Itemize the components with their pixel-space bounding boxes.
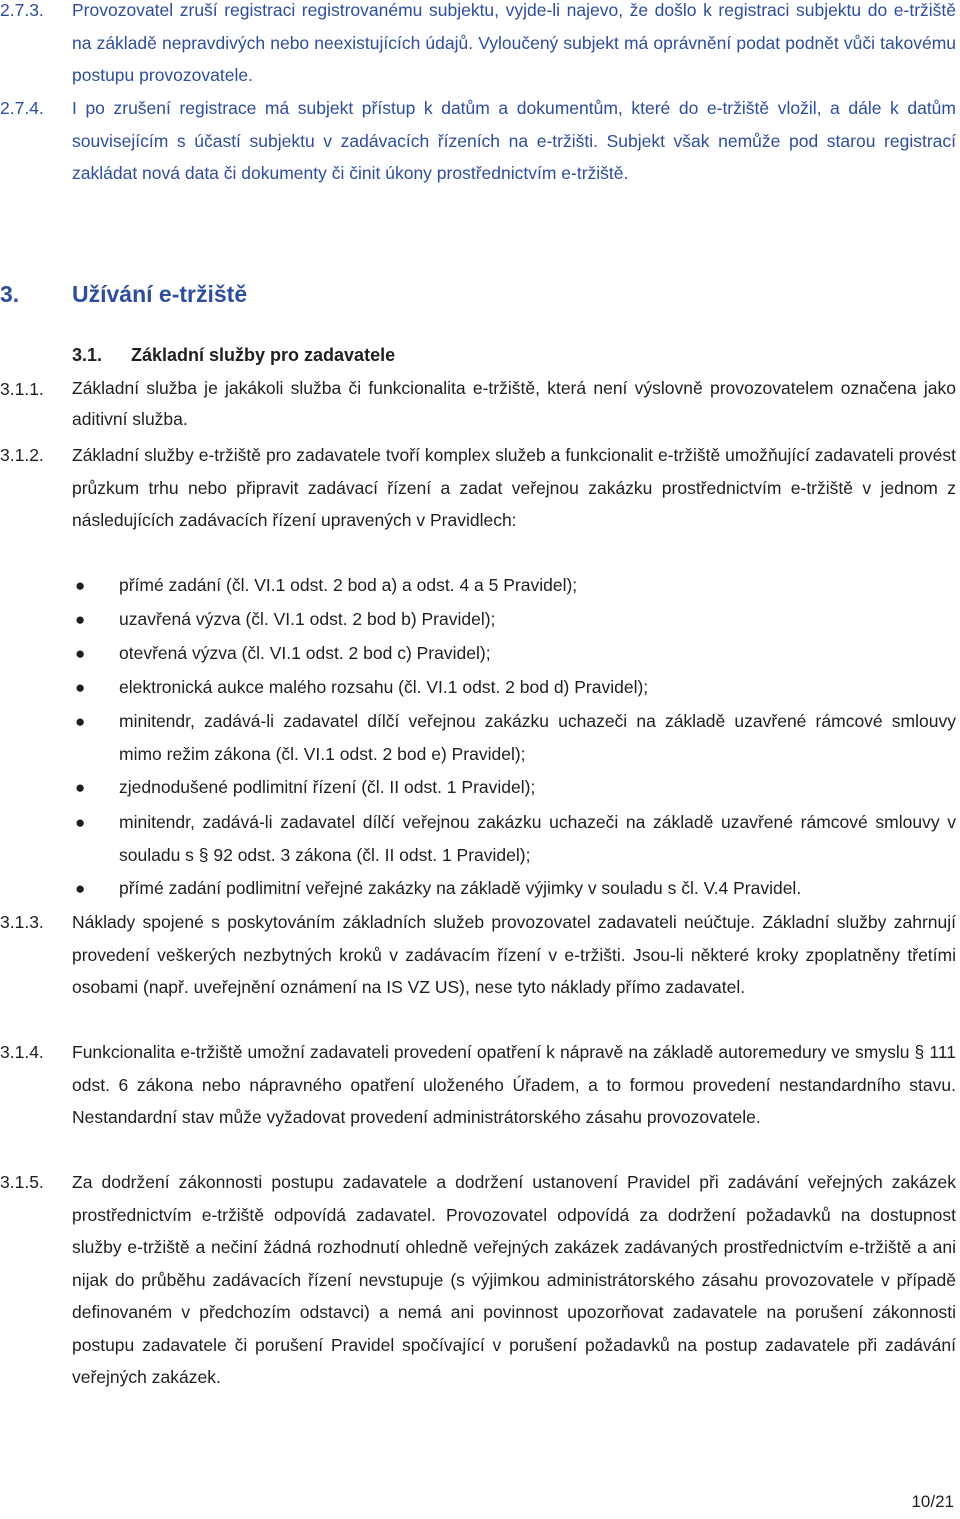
bullet-icon: ● [75,778,86,797]
subheading-title: Základní služby pro zadavatele [131,345,396,365]
section-text: Základní služby e-tržiště pro zadavatele tvoří komplex služeb a funkcionalit e-tržiště umožňující zadavateli provést průzkum trhu nebo připravit zadávací řízení a zadat veřejnou zakázku prostřednictvím e-tržiště v jednom z následujících zadávacích řízení upravených v Pravidlech: [72,445,956,530]
section-number: 3.1.1. [0,379,44,399]
bullet-icon: ● [75,610,86,629]
bullet-icon: ● [75,813,86,832]
list-item-text: otevřená výzva (čl. VI.1 odst. 2 bod c) Pravidel); [119,643,491,663]
list-item-text: uzavřená výzva (čl. VI.1 odst. 2 bod b) Pravidel); [119,609,496,629]
list-item-text: elektronická aukce malého rozsahu (čl. VI.1 odst. 2 bod d) Pravidel); [119,677,649,697]
section-number: 2.7.4. [0,98,44,118]
section-number: 2.7.3. [0,0,44,20]
bullet-icon: ● [75,678,86,697]
list-item-text: zjednodušené podlimitní řízení (čl. II odst. 1 Pravidel); [119,777,536,797]
section-text: Náklady spojené s poskytováním základních služeb provozovatel zadavateli neúčtuje. Základní služby zahrnují provedení veškerých nezbytných kroků v zadávacím řízení v e-tržišti. Jsou-li některé kroky zpoplatněny třetími osobami (např. uveřejnění oznámení na IS VZ US), nese tyto náklady přímo zadavatel. [72,912,956,997]
heading-number: 3. [0,281,20,307]
list-item-text: přímé zadání (čl. VI.1 odst. 2 bod a) a odst. 4 a 5 Pravidel); [119,575,578,595]
section-text: Funkcionalita e-tržiště umožní zadavateli provedení opatření k nápravě na základě autoremedury ve smyslu § 111 odst. 6 zákona nebo nápravného opatření uloženého Úřadem, a to formou provedení nestandardního stavu. Nestandardní stav může vyžadovat provedení administrátorského zásahu provozovatele. [72,1042,956,1127]
list-item-text: minitendr, zadává-li zadavatel dílčí veřejnou zakázku uchazeči na základě uzavřené rámcové smlouvy v souladu s § 92 odst. 3 zákona (čl. II odst. 1 Pravidel); [119,812,956,865]
heading-title: Užívání e-tržiště [72,281,248,307]
subheading-number: 3.1. [72,345,103,365]
list-item-text: minitendr, zadává-li zadavatel dílčí veřejnou zakázku uchazeči na základě uzavřené rámcové smlouvy mimo režim zákona (čl. VI.1 odst. 2 bod e) Pravidel); [119,711,956,764]
section-text: Provozovatel zruší registraci registrovanému subjektu, vyjde-li najevo, že došlo k registraci subjektu do e-tržiště na základě nepravdivých nebo neexistujících údajů. Vyloučený subjekt má oprávnění podat podnět vůči takovému postupu provozovatele. [72,0,956,85]
section-number: 3.1.5. [0,1172,44,1192]
section-text: Za dodržení zákonnosti postupu zadavatele a dodržení ustanovení Pravidel při zadávání veřejných zakázek prostřednictvím e-tržiště odpovídá zadavatel. Provozovatel odpovídá za dodržení požadavků na dostupnost služby e-tržiště a nečiní žádná rozhodnutí ohledně veřejných zakázek zadávaných prostřednictvím e-tržiště a ani nijak do průběhu zadávacích řízení nevstupuje (s výjimkou administrátorského zásahu provozovatele v případě definovaném v předchozím odstavci) a nemá ani povinnost upozorňovat zadavatele na porušení zákonnosti postupu zadavatele či porušení Pravidel spočívající v porušení požadavků na postup zadavatele při zadávání veřejných zakázek. [72,1172,956,1387]
list-item-text: přímé zadání podlimitní veřejné zakázky na základě výjimky v souladu s čl. V.4 Pravidel. [119,878,802,898]
bullet-icon: ● [75,576,86,595]
section-text: I po zrušení registrace má subjekt přístup k datům a dokumentům, které do e-tržiště vložil, a dále k datům souvisejícím s účastí subjektu v zadávacích řízeních na e-tržišti. Subjekt však nemůže pod starou registrací zakládat nová data či dokumenty či činit úkony prostřednictvím e-tržiště. [72,98,956,183]
bullet-icon: ● [75,644,86,663]
section-number: 3.1.4. [0,1042,44,1062]
section-number: 3.1.3. [0,912,44,932]
bullet-icon: ● [75,879,86,898]
page-number: 10/21 [911,1492,954,1511]
section-number: 3.1.2. [0,445,44,465]
section-text: Základní služba je jakákoli služba či funkcionalita e-tržiště, která není výslovně provozovatelem označena jako aditivní služba. [72,378,956,429]
bullet-icon: ● [75,712,86,731]
